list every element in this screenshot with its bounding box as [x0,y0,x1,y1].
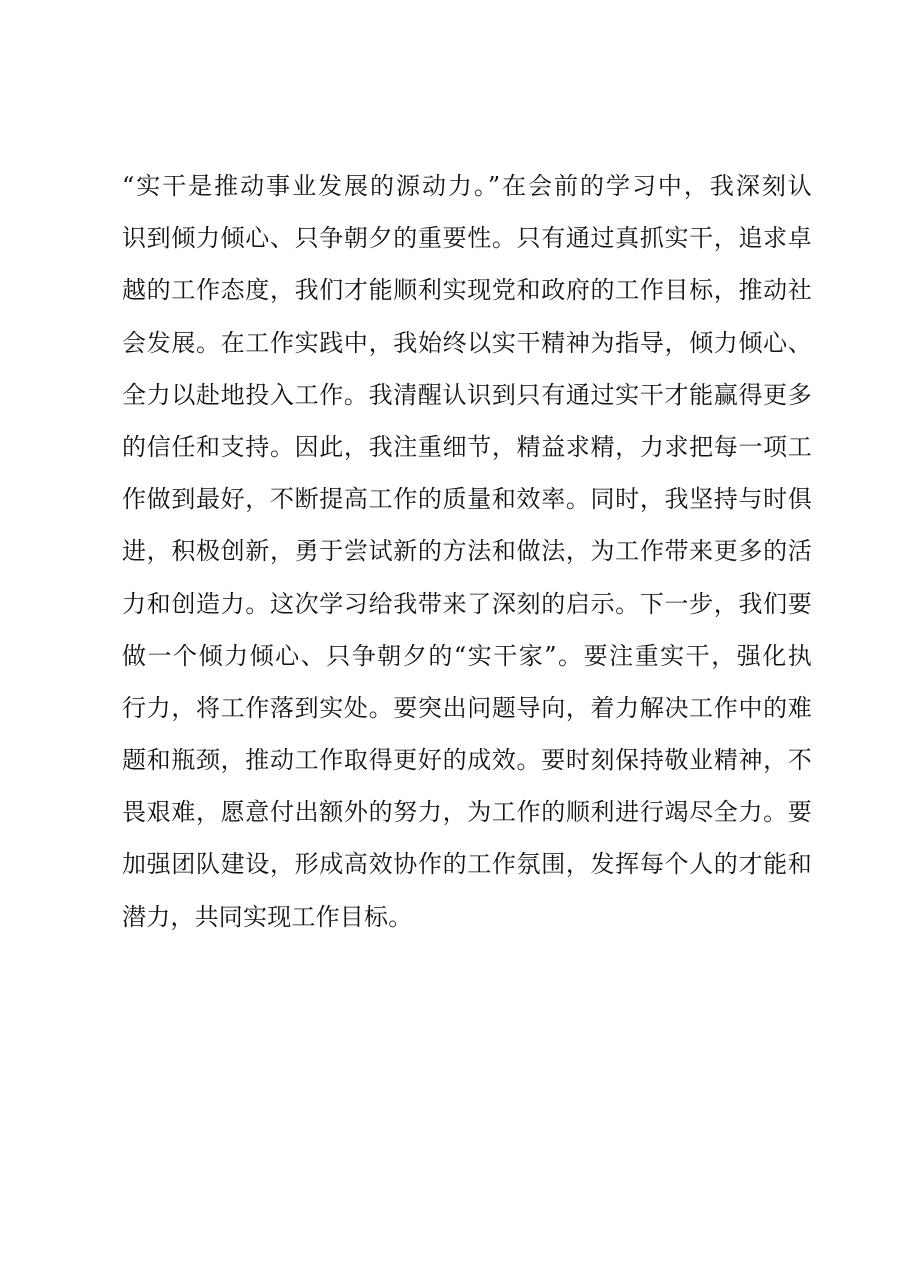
paragraph-line-5: 全力以赴地投入工作。我清醒认识到只有通过实干才能赢得更多 [122,380,812,409]
paragraph-line-12: 题和瓶颈，推动工作取得更好的成效。要时刻保持敬业精神，不 [122,746,812,775]
paragraph-line-14: 加强团队建设，形成高效协作的工作氛围，发挥每个人的才能和 [122,850,812,879]
paragraph-line-10: 做一个倾力倾心、只争朝夕的“实干家”。要注重实干，强化执 [122,641,812,670]
paragraph-line-15: 潜力，共同实现工作目标。 [122,902,413,931]
paragraph-line-9: 力和创造力。这次学习给我带来了深刻的启示。下一步，我们要 [122,589,812,618]
paragraph-line-4: 会发展。在工作实践中，我始终以实干精神为指导，倾力倾心、 [122,328,812,357]
paragraph-line-3: 越的工作态度，我们才能顺利实现党和政府的工作目标，推动社 [122,276,812,305]
body-paragraph [122,160,812,943]
paragraph-line-11: 行力，将工作落到实处。要突出问题导向，着力解决工作中的难 [122,693,812,722]
paragraph-line-8: 进，积极创新，勇于尝试新的方法和做法，为工作带来更多的活 [122,537,812,566]
paragraph-line-2: 识到倾力倾心、只争朝夕的重要性。只有通过真抓实干，追求卓 [122,224,812,253]
paragraph-line-6: 的信任和支持。因此，我注重细节，精益求精，力求把每一项工 [122,432,812,461]
paragraph-line-1: “实干是推动事业发展的源动力。”在会前的学习中，我深刻认 [122,172,812,200]
paragraph-line-13: 畏艰难，愿意付出额外的努力，为工作的顺利进行竭尽全力。要 [122,798,812,827]
paragraph-line-7: 作做到最好，不断提高工作的质量和效率。同时，我坚持与时俱 [122,485,812,514]
